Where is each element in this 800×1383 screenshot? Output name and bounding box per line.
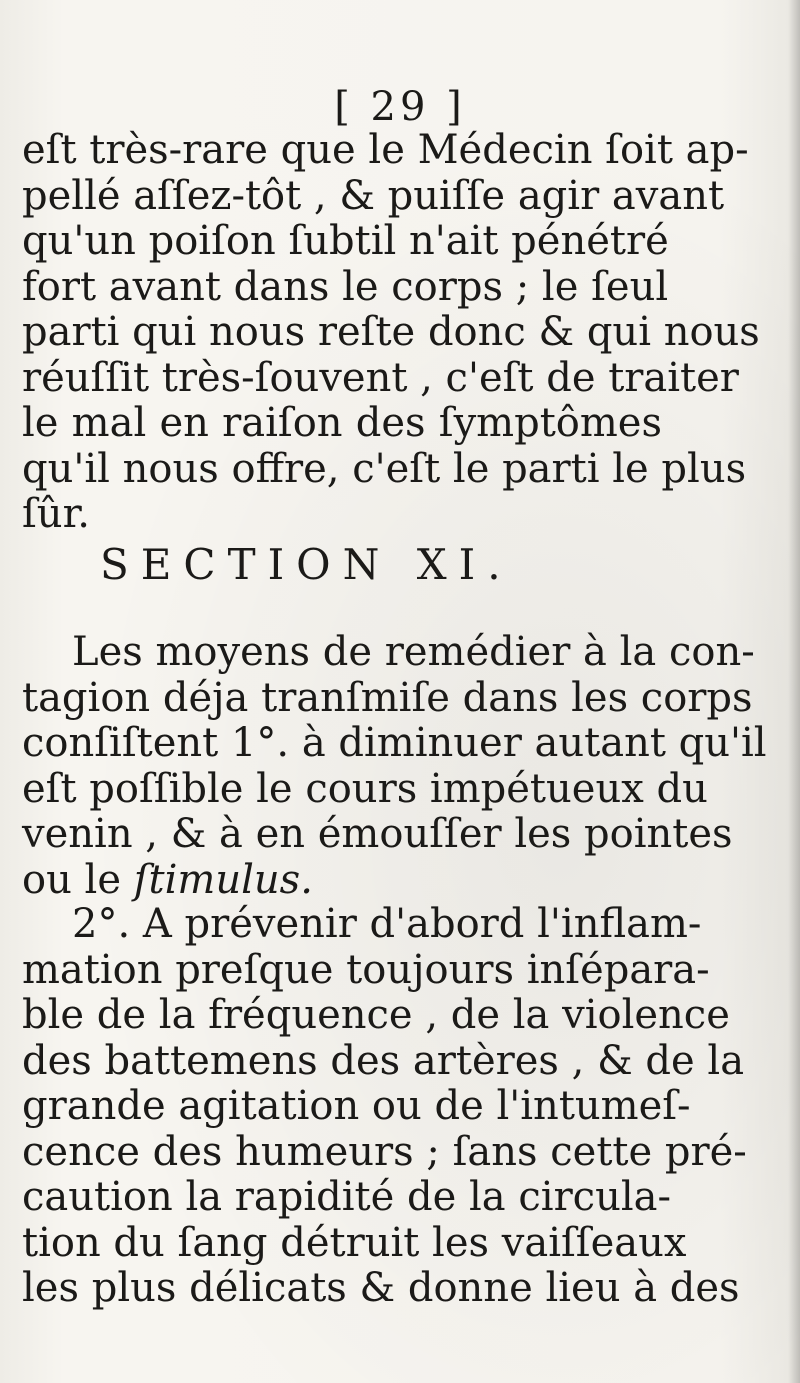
italic-term: ſtimulus.: [133, 856, 313, 903]
text-line: eſt poſſible le cours impétueux du: [22, 765, 708, 812]
paragraph-2: [22, 629, 767, 903]
text-line: Les moyens de remédier à la con-: [72, 629, 755, 675]
text-line: tagion déja tranſmiſe dans les corps: [22, 674, 753, 721]
text-line: pellé aſſez-tôt , & puiſſe agir avant: [22, 172, 725, 219]
text-line: eſt très-rare que le Médecin ſoit ap-: [22, 127, 749, 173]
text-line: les plus délicats & donne lieu à des: [22, 1265, 740, 1311]
text-line: cence des humeurs ; ſans cette pré-: [22, 1128, 747, 1175]
page-shadow-edge: [788, 0, 800, 1383]
text-line: 2°. A prévenir d'abord l'inflam-: [72, 901, 702, 947]
paragraph-3: [22, 901, 747, 1312]
text-line: ſûr.: [22, 491, 91, 537]
text-line: qu'un poiſon ſubtil n'ait pénétré: [22, 218, 669, 264]
section-title: SECTION XI.: [100, 540, 513, 589]
text-line-with-italic: [22, 858, 662, 904]
text-line: ble de la fréquence , de la violence: [22, 992, 730, 1038]
text-line: parti qui nous reſte donc & qui nous: [22, 309, 760, 355]
text-line: grande agitation ou de l'intumeſ-: [22, 1083, 691, 1129]
text-line: qu'il nous offre, c'eſt le parti le plus: [22, 445, 747, 492]
text-line: conſiſtent 1°. à diminuer autant qu'il: [22, 720, 767, 766]
text-line: tion du ſang détruit les vaiſſeaux: [22, 1219, 687, 1266]
text-line: réuſſit très-ſouvent , c'eſt de traiter: [22, 354, 739, 401]
text-line: le mal en raiſon des ſymptômes: [22, 400, 662, 446]
text-fragment: ou le: [22, 856, 122, 903]
text-line: des battemens des artères , & de la: [22, 1037, 745, 1084]
text-line: mation preſque toujours inſépara-: [22, 946, 710, 993]
text-line: caution la rapidité de la circula-: [22, 1174, 672, 1220]
page-number: [ 29 ]: [334, 84, 466, 130]
text-line: venin , & à en émouſſer les pointes: [22, 811, 733, 857]
paragraph-1: [22, 127, 760, 538]
text-line: fort avant dans le corps ; le ſeul: [22, 263, 669, 310]
